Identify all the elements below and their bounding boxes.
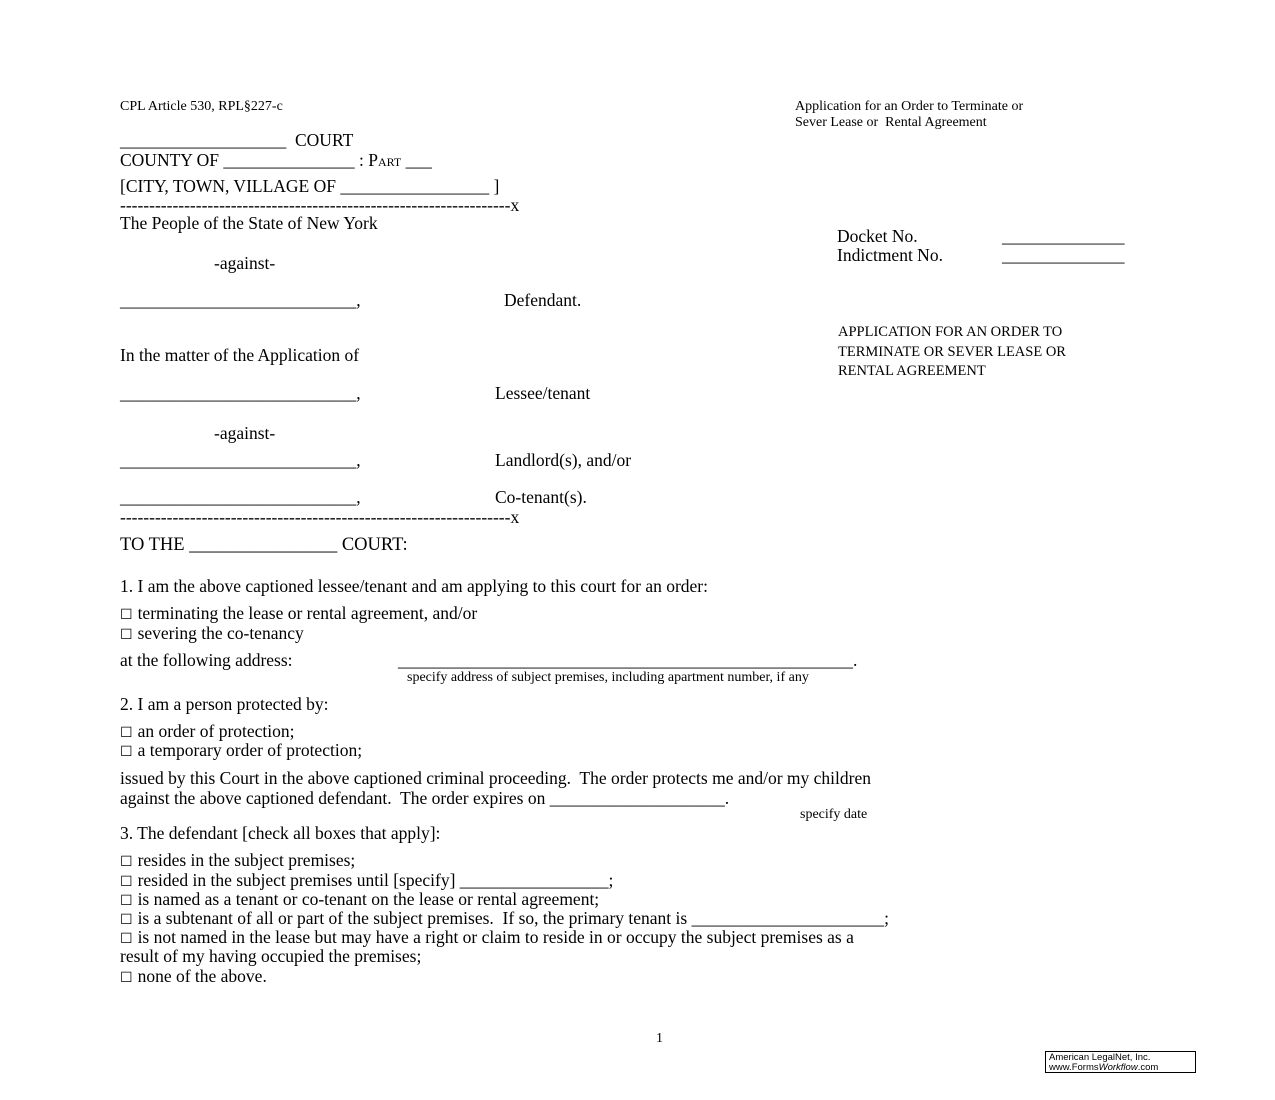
url-part: .com [1137, 1062, 1159, 1073]
application-title-line-2: TERMINATE OR SEVER LEASE OR [838, 344, 1066, 360]
checkbox-icon[interactable]: ☐ [120, 607, 133, 623]
option-text: resided in the subject premises until [specify] _________________; [137, 870, 614, 890]
docket-label: Docket No. [837, 226, 918, 246]
option-text: is a subtenant of all or part of the subject premises. If so, the primary tenant is ______________________; [137, 908, 889, 928]
p3-option-none [120, 968, 267, 986]
defendant-label: Defendant. [504, 290, 582, 310]
city-line: [CITY, TOWN, VILLAGE OF _________________ ] [120, 176, 500, 196]
against-label-2: -against- [214, 423, 276, 443]
to-court-heading: TO THE ________________ COURT: [120, 535, 408, 555]
application-title-line-3: RENTAL AGREEMENT [838, 363, 986, 379]
indictment-blank: ______________ [1002, 245, 1125, 265]
caption-rule-top: -------------------------------------------------------------------x [120, 195, 520, 215]
p2-option-order [120, 723, 295, 741]
against-label-1: -against- [214, 253, 276, 273]
landlord-label: Landlord(s), and/or [495, 450, 632, 470]
option-text: is named as a tenant or co-tenant on the lease or rental agreement; [137, 889, 600, 909]
docket-blank: ______________ [1002, 226, 1125, 246]
lessee-label: Lessee/tenant [495, 383, 591, 403]
part-blank: ___ [401, 150, 432, 170]
checkbox-icon[interactable]: ☐ [120, 931, 133, 947]
publisher-name: American LegalNet, Inc. [1049, 1052, 1151, 1063]
indictment-label: Indictment No. [837, 245, 943, 265]
paragraph-1: 1. I am the above captioned lessee/tenant and am applying to this court for an order: [120, 576, 709, 596]
address-blank: ____________________________________________________. [398, 650, 858, 670]
checkbox-icon[interactable]: ☐ [120, 912, 133, 928]
p3-option-not-named-cont: result of my having occupied the premises; [120, 946, 422, 966]
p3-option-resides [120, 852, 355, 870]
checkbox-icon[interactable]: ☐ [120, 725, 133, 741]
p1-option-sever [120, 625, 304, 643]
part-label: Part [368, 150, 402, 170]
p3-option-subtenant [120, 910, 889, 928]
lessee-blank: ___________________________, [120, 383, 361, 403]
issued-line-1: issued by this Court in the above captioned criminal proceeding. The order protects me and/or my children [120, 768, 871, 788]
option-text: resides in the subject premises; [137, 850, 356, 870]
option-text: a temporary order of protection; [137, 740, 363, 760]
checkbox-icon[interactable]: ☐ [120, 893, 133, 909]
landlord-blank: ___________________________, [120, 450, 361, 470]
p3-option-named [120, 891, 599, 909]
paragraph-3: 3. The defendant [check all boxes that apply]: [120, 823, 441, 843]
court-line: ___________________ COURT [120, 130, 354, 150]
issued-line-2: against the above captioned defendant. The order expires on ____________________. [120, 788, 730, 808]
address-label: at the following address: [120, 650, 293, 670]
option-text: none of the above. [137, 966, 267, 986]
option-text: an order of protection; [137, 721, 295, 741]
checkbox-icon[interactable]: ☐ [120, 627, 133, 643]
county-line [120, 152, 432, 170]
publisher-logo [1045, 1051, 1196, 1073]
page-number: 1 [656, 1031, 663, 1046]
cotenant-blank: ___________________________, [120, 487, 361, 507]
defendant-blank: ___________________________, [120, 290, 361, 310]
p3-option-not-named [120, 929, 854, 947]
form-title-line-1: Application for an Order to Terminate or [795, 99, 1024, 114]
checkbox-icon[interactable]: ☐ [120, 874, 133, 890]
matter-line: In the matter of the Application of [120, 345, 360, 365]
application-title-line-1: APPLICATION FOR AN ORDER TO [838, 324, 1063, 340]
checkbox-icon[interactable]: ☐ [120, 970, 133, 986]
url-part-italic: Workflow [1098, 1062, 1138, 1073]
checkbox-icon[interactable]: ☐ [120, 744, 133, 760]
p2-option-temporary [120, 742, 362, 760]
address-hint: specify address of subject premises, including apartment number, if any [407, 670, 809, 685]
people-line: The People of the State of New York [120, 213, 378, 233]
publisher-url [1049, 1063, 1195, 1073]
paragraph-2: 2. I am a person protected by: [120, 694, 329, 714]
option-text: terminating the lease or rental agreement, and/or [137, 603, 478, 623]
p1-option-terminate [120, 605, 477, 623]
statute-reference: CPL Article 530, RPL§227-c [120, 99, 283, 114]
cotenant-label: Co-tenant(s). [495, 487, 587, 507]
url-part: www.Forms [1049, 1062, 1099, 1073]
date-hint: specify date [800, 807, 868, 822]
option-text: severing the co-tenancy [137, 623, 304, 643]
p3-option-resided [120, 872, 613, 890]
county-text: COUNTY OF _______________ : [120, 150, 369, 170]
checkbox-icon[interactable]: ☐ [120, 854, 133, 870]
option-text: is not named in the lease but may have a right or claim to reside in or occupy the subject premises as a [137, 927, 854, 947]
form-title-line-2: Sever Lease or Rental Agreement [795, 115, 987, 130]
caption-rule-bottom: -------------------------------------------------------------------x [120, 507, 520, 527]
